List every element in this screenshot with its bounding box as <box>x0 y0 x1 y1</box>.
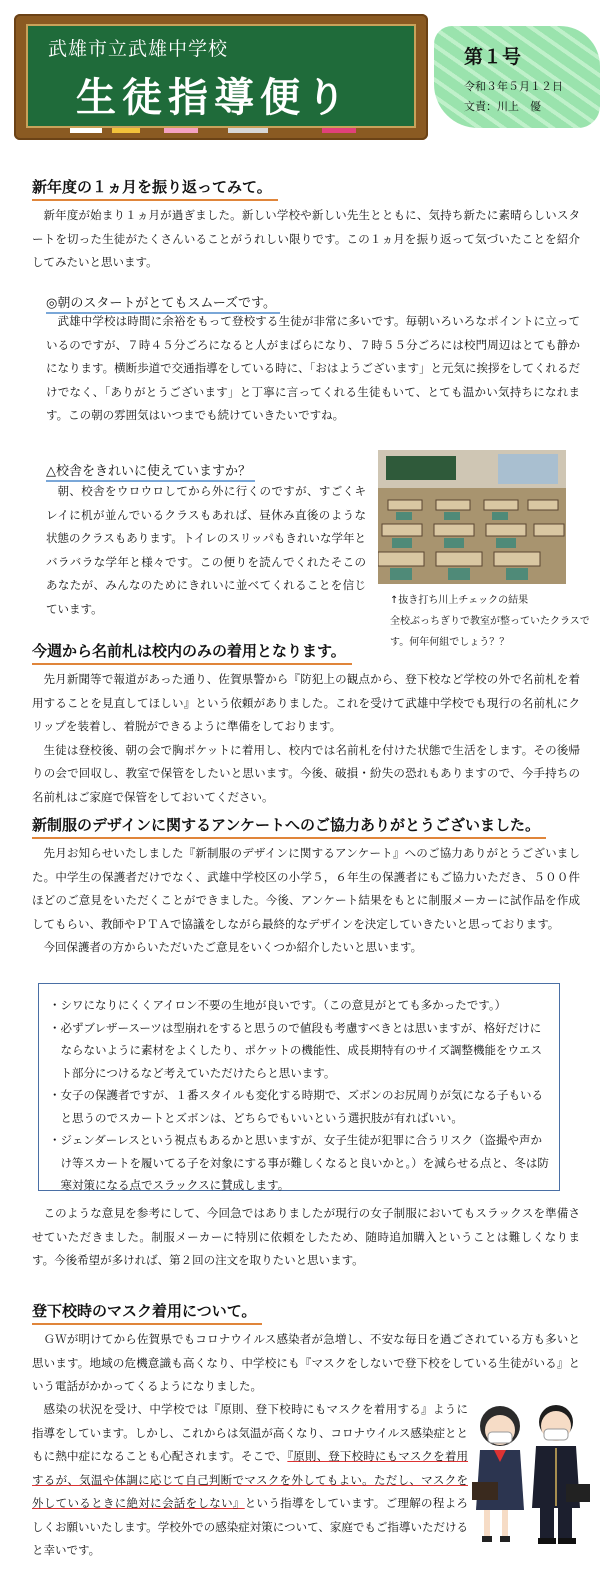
issue-number: 第１号 <box>464 46 522 68</box>
mask-text-2c: という指導をしています。ご理解の程よろしくお願いいたします。学校外での感染症対策について、家庭でもご指導いただけると幸いです。 <box>32 1496 469 1557</box>
paragraph-nametag <box>32 668 580 809</box>
masked-students-illustration <box>466 1398 596 1548</box>
school-text: 朝、校舎をウロウロしてから外に行くのですが、すごくキレイに机が並んでいるクラスもあれば、昼休み直後のような状態のクラスもあります。トイレのスリッパもきれいな学年とバラバラな学年と様々です。この便りを読んでくれたそこのあなたが、みんなのためにきれいに並べてくれることを信じています。 <box>46 484 366 616</box>
opinion-item: ・女子の保護者ですが、１番スタイルも変化する時期で、ズボンのお尻周りが気になる子もいると思うのでスカートとズボンは、どちらでもいいという選択肢が有ればいい。 <box>49 1088 544 1125</box>
classroom-illustration <box>378 450 566 584</box>
nametag-text-2: 生徒は登校後、朝の会で胸ポケットに着用し、校内では名前札を付けた状態で生活をします。その後帰りの会で回収し、教室で保管をしたいと思います。今後、破損・紛失の恐れもありますので、今手持ちの名前札はご家庭で保管をしておいてください。 <box>32 742 580 804</box>
eraser <box>228 128 268 133</box>
paragraph-morning <box>46 310 580 428</box>
chalk-pink <box>164 128 198 133</box>
review-intro-text: 新年度が始まり１ヵ月が過ぎました。新しい学校や新しい先生とともに、気持ち新たに素晴らしいスタートを切った生徒がたくさんいることがうれしい限りです。この１ヵ月を振り返って気づいたことを紹介してみたいと思います。 <box>32 208 580 269</box>
opinion-list <box>49 994 549 1197</box>
classroom-photo <box>378 450 566 584</box>
nametag-text-1: 先月新聞等で報道があった通り、佐賀県警から『防犯上の観点から、登下校など学校の外で名前札を着用することを見直してほしい』という依頼がありました。これを受けて武雄中学校でも現行の名前札にクリップを装着し、着脱ができるように準備をしております。 <box>32 672 580 733</box>
issue-date: 令和３年５月１２日 <box>464 80 563 93</box>
paragraph-mask-1 <box>32 1328 580 1399</box>
subheading-morning: ◎朝のスタートがとてもスムーズです。 <box>46 292 280 314</box>
uniform-text-3: このような意見を参考にして、今回急ではありましたが現行の女子制服においてもスラックスを準備させていただきました。制服メーカーに特別に依頼をしたため、随時追加購入ということは難しくなります。今後希望が多ければ、第２回の注文を取りたいと思います。 <box>32 1206 580 1267</box>
caption-line-1: ↑抜き打ち川上チェックの結果 <box>390 595 529 606</box>
heading-review: 新年度の１ヵ月を振り返ってみて。 <box>32 176 278 201</box>
opinion-item: ・ジェンダーレスという視点もあるかと思いますが、女子生徒が犯罪に合うリスク（盗撮や声かけ等スカートを履いてる子を対象にする事が難しくなると良いかと。）を減らせる点と、冬は防寒対策になる点でスラックスに賛成します。 <box>49 1133 549 1192</box>
paragraph-mask-2 <box>32 1398 468 1563</box>
mask-guideline-highlight: 『原則、登下校時にもマスクを着用するが、気温や体調に応じて自己判断でマスクを外してもよい。ただし、マスクを外しているときに絶対に会話をしない』 <box>32 1449 468 1510</box>
chalk-red <box>322 128 356 133</box>
paragraph-school <box>46 480 366 621</box>
opinion-item: ・シワになりにくくアイロン不要の生地が良いです。（この意見がとても多かったです。） <box>49 998 507 1012</box>
school-name: 武雄市立武雄中学校 <box>48 38 229 60</box>
chalk-yellow <box>112 128 140 133</box>
heading-mask: 登下校時のマスク着用について。 <box>32 1300 262 1325</box>
opinion-box <box>38 983 560 1191</box>
mask-text-2 <box>32 1398 468 1563</box>
mask-text-2a: 感染の状況を受け、中学校では『原則、登下校時にもマスクを着用する』ように指導をしています。しかし、これからは気温が高くなり、コロナウイルス感染症とともに熱中症になることも心配されます。そこで、 <box>32 1402 468 1463</box>
uniform-text-2: 今回保護者の方からいただいたご意見をいくつか紹介したいと思います。 <box>43 940 423 954</box>
paragraph-uniform-closing <box>32 1202 580 1273</box>
issue-author: 文責：川上 優 <box>464 100 541 113</box>
mask-text-1: ＧＷが明けてから佐賀県でもコロナウイルス感染者が急増し、不安な毎日を過ごされている方も多いと思います。地域の危機意識も高くなり、中学校にも『マスクをしないで登下校をしている生徒がいる』という電話がかかってくるようになりました。 <box>32 1332 580 1393</box>
heading-nametag: 今週から名前札は校内のみの着用となります。 <box>32 640 352 665</box>
opinion-item: ・必ずブレザースーツは型崩れをすると思うので値段も考慮すべきとは思いますが、格好だけにならないように素材をよくしたり、ポケットの機能性、成長期特有のサイズ調整機能をウエスト部分につけるなど考えていただけたらと思います。 <box>49 1020 542 1080</box>
uniform-text-1: 先月お知らせいたしました『新制服のデザインに関するアンケート』へのご協力ありがとうございました。中学生の保護者だけでなく、武雄中学校区の小学５，６年生の保護者にもご協力いただき、５００件ほどのご意見をいただくことができました。今後、アンケート結果をもとに制服メーカーに試作品を作成してもらい、教師やＰＴＡで協議をしながら最終的なデザインを決定していきたいと思っております。 <box>32 846 580 931</box>
subheading-school: △校舎をきれいに使えていますか？ <box>46 460 255 482</box>
morning-text: 武雄中学校は時間に余裕をもって登校する生徒が非常に多いです。毎朝いろいろなポイントに立っているのですが、７時４５分ごろになると人がまばらになり、７時５５分ごろには校門周辺はとても静かになります。横断歩道で交通指導をしている時に、「おはようございます」と元気に挨拶をしてくれるだけでなく、「ありがとうございます」と丁寧に言ってくれる生徒もいて、とても温かい気持ちになれます。この朝の雰囲気はいつまでも続けていきたいですね。 <box>46 314 580 422</box>
chalk-white <box>70 128 102 133</box>
paragraph-review-intro <box>32 204 580 275</box>
caption-line-2: 全校ぶっちぎりで教室が整っていたクラスです。何年何組でしょう？？ <box>390 616 590 648</box>
paragraph-uniform <box>32 842 580 960</box>
newsletter-title: 生徒指導便り <box>76 75 352 121</box>
photo-caption <box>390 590 600 653</box>
heading-uniform: 新制服のデザインに関するアンケートへのご協力ありがとうございました。 <box>32 814 546 839</box>
